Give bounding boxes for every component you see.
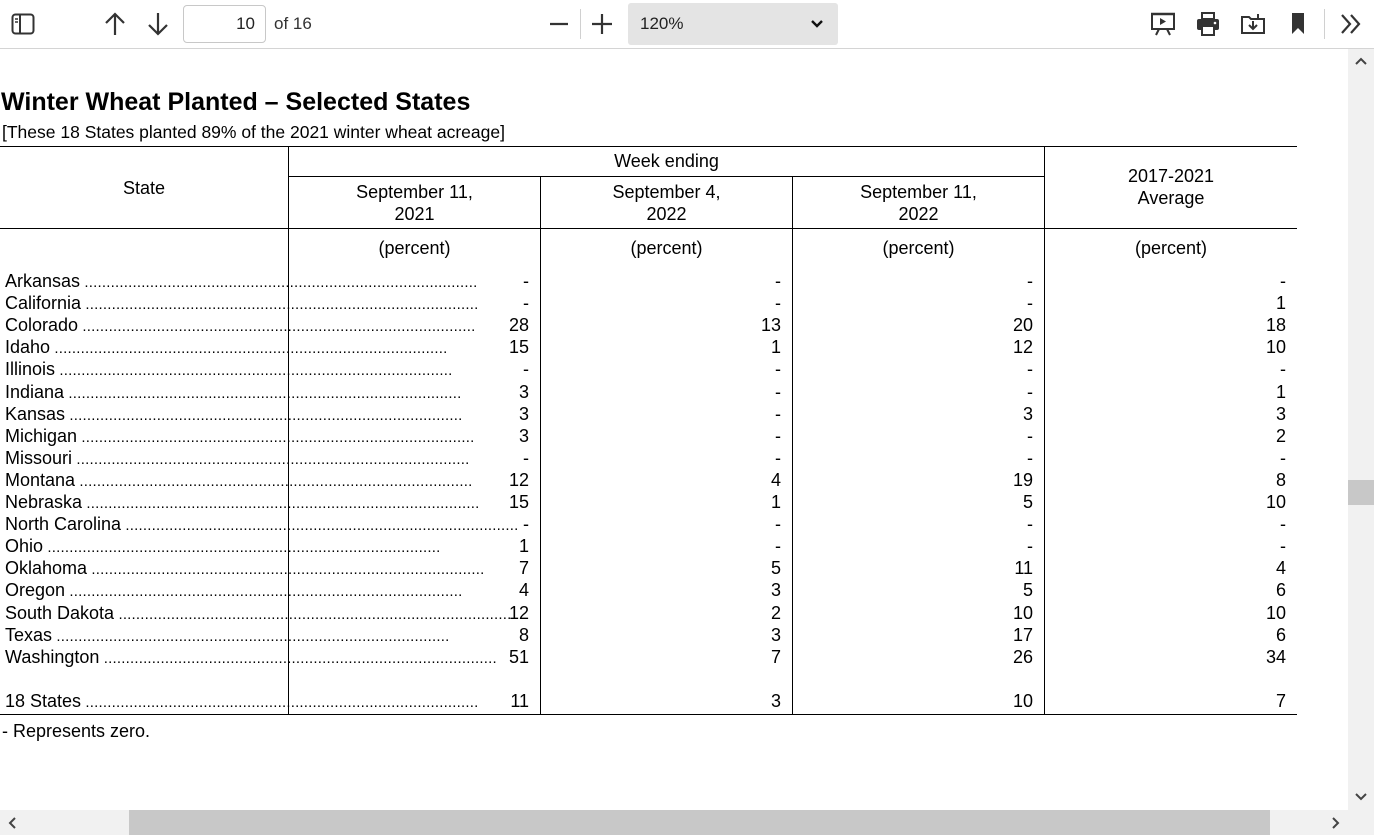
- table-cell: -: [775, 425, 781, 446]
- state-label: South Dakota: [5, 602, 115, 623]
- table-cell: -: [1280, 514, 1286, 535]
- leader-dots: ..........................................................................................: [55, 362, 453, 380]
- table-cell: 3: [518, 403, 529, 424]
- table-row: [0, 513, 1297, 535]
- state-label: Kansas: [5, 403, 66, 424]
- table-cell: 1: [770, 337, 781, 358]
- table-cell: 4: [770, 469, 781, 490]
- footnote: - Represents zero.: [2, 721, 151, 741]
- table-cell: -: [1027, 447, 1033, 468]
- state-label: Missouri: [5, 447, 73, 468]
- table-cell: -: [1027, 536, 1033, 557]
- table-cell: -: [775, 403, 781, 424]
- scroll-down-icon[interactable]: [1350, 788, 1372, 806]
- leader-dots: ..........................................................................................: [99, 649, 497, 667]
- leader-dots: ..........................................................................................: [50, 340, 448, 358]
- leader-dots: ..........................................................................................: [65, 406, 463, 424]
- state-name: [5, 403, 463, 427]
- table-row: [0, 602, 1297, 624]
- table-rule-top: [0, 146, 1297, 147]
- table-cell: -: [523, 271, 529, 291]
- state-label: Idaho: [5, 337, 51, 358]
- table-row: [0, 314, 1297, 336]
- table-cell: 6: [1275, 624, 1286, 645]
- leader-dots: ..........................................................................................: [81, 694, 479, 711]
- vertical-scrollbar[interactable]: [1348, 49, 1374, 810]
- table-cell: 4: [518, 580, 529, 601]
- state-name: [5, 602, 512, 626]
- table-row: [0, 336, 1297, 358]
- state-name: [5, 535, 441, 559]
- state-label: Oregon: [5, 580, 66, 601]
- table-cell: -: [1280, 447, 1286, 468]
- state-name: [5, 358, 453, 382]
- table-cell: 3: [770, 580, 781, 601]
- toolbar-divider: [1324, 9, 1325, 39]
- table-cell: 1: [1275, 293, 1286, 314]
- save-icon[interactable]: [1239, 11, 1267, 37]
- table-row: [0, 447, 1297, 469]
- header-2017-2021-average: 2017-2021 Average: [1127, 166, 1215, 208]
- table-cell: 5: [1022, 580, 1033, 601]
- state-label: Illinois: [5, 359, 56, 380]
- leader-dots: ..........................................................................................: [80, 274, 478, 291]
- table-row: [0, 425, 1297, 447]
- leader-dots: ..........................................................................................: [87, 561, 485, 579]
- zoom-out-icon[interactable]: [547, 12, 571, 36]
- table-row: [0, 270, 1297, 292]
- table-cell: 4: [1275, 558, 1286, 579]
- state-label: Oklahoma: [5, 558, 88, 579]
- zoom-value: 120%: [640, 14, 684, 33]
- table-cell: 11: [1014, 558, 1033, 579]
- table-cell: -: [1280, 536, 1286, 557]
- state-label: 18 States: [5, 691, 82, 711]
- table-cell: 10: [1265, 492, 1286, 512]
- table-cell: 15: [508, 337, 529, 358]
- table-cell: 1: [518, 536, 529, 557]
- state-name: [5, 381, 462, 405]
- leader-dots: ..........................................................................................: [65, 583, 463, 601]
- state-label: Nebraska: [5, 492, 83, 512]
- table-cell: 15: [508, 492, 529, 512]
- zoom-in-icon[interactable]: [590, 12, 614, 36]
- table-cell: 8: [518, 624, 529, 645]
- state-label: California: [5, 293, 82, 314]
- table-cell: 3: [770, 624, 781, 645]
- state-name: [5, 292, 479, 316]
- table-row: [0, 624, 1297, 646]
- leader-dots: ..........................................................................................: [75, 472, 473, 490]
- state-label: Colorado: [5, 315, 79, 336]
- table-cell: 6: [1275, 580, 1286, 601]
- table-row: [0, 535, 1297, 557]
- table-cell: 10: [1012, 691, 1033, 711]
- table-cell: 2: [770, 602, 781, 623]
- state-name: [5, 425, 475, 449]
- state-label: Michigan: [5, 425, 78, 446]
- table-cell: 28: [508, 315, 529, 336]
- unit-label: (percent): [882, 238, 955, 258]
- table-cell: 12: [508, 469, 529, 490]
- table-cell: 10: [1012, 602, 1033, 623]
- table-cell: -: [1280, 271, 1286, 291]
- toolbar-divider: [580, 9, 581, 39]
- more-tools-icon[interactable]: [1338, 11, 1364, 37]
- table-cell: 12: [508, 602, 529, 623]
- state-name: [5, 314, 476, 338]
- table-cell: 19: [1012, 469, 1033, 490]
- table-cell: -: [1027, 293, 1033, 314]
- table-cell: -: [1027, 381, 1033, 402]
- table-cell: 3: [1022, 403, 1033, 424]
- state-label: Arkansas: [5, 271, 81, 291]
- table-cell: 1: [1275, 381, 1286, 402]
- state-label: Ohio: [5, 536, 44, 557]
- table-row: [0, 381, 1297, 403]
- table-cell: 10: [1265, 602, 1286, 623]
- table-cell: -: [1027, 359, 1033, 380]
- table-rule-bottom: [0, 714, 1297, 715]
- table-row: [0, 358, 1297, 380]
- table-cell: 18: [1265, 315, 1286, 336]
- state-label: Washington: [5, 646, 100, 667]
- print-icon[interactable]: [1194, 11, 1222, 37]
- table-cell: -: [523, 514, 529, 535]
- table-cell: 3: [518, 425, 529, 446]
- scroll-right-icon[interactable]: [1327, 812, 1345, 834]
- table-cell: -: [523, 293, 529, 314]
- table-cell: 3: [1275, 403, 1286, 424]
- state-name: [5, 690, 479, 714]
- chevron-down-icon: [810, 17, 824, 35]
- table-cell: 13: [760, 315, 781, 336]
- unit-label: (percent): [1134, 238, 1208, 258]
- table-cell: -: [523, 359, 529, 380]
- table-row: [0, 292, 1297, 314]
- state-name: [5, 491, 480, 515]
- table-row: [0, 557, 1297, 579]
- page-subtitle: [These 18 States planted 89% of the 2021 winter wheat acreage]: [2, 122, 505, 142]
- leader-dots: ..........................................................................................: [82, 495, 480, 512]
- next-page-icon[interactable]: [145, 10, 171, 38]
- table-cell: 8: [1275, 469, 1286, 490]
- state-name: [5, 469, 473, 493]
- state-name: [5, 624, 450, 648]
- header-sep-4-2022: September 4, 2022: [612, 182, 721, 224]
- table-cell: 51: [508, 646, 529, 667]
- state-name: [5, 447, 470, 471]
- previous-page-icon[interactable]: [102, 10, 128, 38]
- sidebar-toggle-icon[interactable]: [10, 12, 36, 36]
- table-cell: 20: [1012, 315, 1033, 336]
- state-name: [5, 270, 478, 294]
- pdf-toolbar: [0, 0, 1374, 49]
- table-cell: 34: [1265, 646, 1286, 667]
- zoom-select[interactable]: [628, 3, 838, 45]
- leader-dots: ..........................................................................................: [43, 539, 441, 557]
- leader-dots: ..........................................................................................: [64, 384, 462, 402]
- table-cell: -: [1027, 425, 1033, 446]
- table-cell: 3: [518, 381, 529, 402]
- table-cell: 12: [1012, 337, 1033, 358]
- scroll-up-icon[interactable]: [1350, 52, 1372, 70]
- state-label: Montana: [5, 469, 76, 490]
- state-label: Indiana: [5, 381, 65, 402]
- table-cell: -: [775, 536, 781, 557]
- header-sep-11-2021: September 11, 2021: [356, 182, 473, 224]
- table-row: [0, 579, 1297, 601]
- header-sep-11-2022: September 11, 2022: [860, 182, 977, 224]
- presentation-mode-icon[interactable]: [1149, 11, 1177, 37]
- page-title: Winter Wheat Planted – Selected States: [1, 88, 471, 116]
- table-row: [0, 646, 1297, 668]
- state-name: [5, 336, 448, 360]
- state-name: [5, 646, 497, 670]
- bookmark-icon[interactable]: [1286, 11, 1310, 37]
- leader-dots: ..........................................................................................: [77, 428, 475, 446]
- table-cell: 3: [770, 691, 781, 711]
- table-cell: 7: [770, 646, 781, 667]
- table-cell: 7: [1275, 691, 1286, 711]
- unit-label: (percent): [630, 238, 703, 258]
- table-cell: -: [775, 381, 781, 402]
- table-cell: -: [775, 271, 781, 291]
- table-rule-header-bottom: [0, 228, 1297, 229]
- table-cell: -: [523, 447, 529, 468]
- state-name: [5, 579, 463, 603]
- state-label: Texas: [5, 624, 53, 645]
- table-row: [0, 469, 1297, 491]
- scroll-left-icon[interactable]: [3, 812, 21, 834]
- leader-dots: ..........................................................................................: [81, 296, 479, 314]
- table-cell: 5: [770, 558, 781, 579]
- table-cell: 2: [1275, 425, 1286, 446]
- leader-dots: ..........................................................................................: [78, 318, 476, 336]
- table-row: [0, 403, 1297, 425]
- table-rule-week-ending: [289, 176, 1045, 177]
- leader-dots: ..........................................................................................: [114, 605, 512, 623]
- table-cell: -: [1027, 271, 1033, 291]
- table-cell: 17: [1012, 624, 1033, 645]
- table-cell: 1: [770, 492, 781, 512]
- table-cell: -: [775, 514, 781, 535]
- table-cell: -: [1280, 359, 1286, 380]
- table-cell: -: [775, 293, 781, 314]
- header-week-ending: Week ending: [614, 151, 719, 171]
- horizontal-scrollbar-thumb[interactable]: [129, 810, 1270, 835]
- table-cell: -: [775, 359, 781, 380]
- state-name: [5, 513, 519, 537]
- table-row: [0, 690, 1297, 712]
- table-cell: 11: [510, 691, 529, 711]
- unit-label: (percent): [378, 238, 451, 258]
- table-cell: 26: [1012, 646, 1033, 667]
- table-cell: 7: [518, 558, 529, 579]
- table-cell: -: [1027, 514, 1033, 535]
- table-cell: 10: [1265, 337, 1286, 358]
- leader-dots: ..........................................................................................: [121, 517, 519, 535]
- leader-dots: ..........................................................................................: [52, 627, 450, 645]
- table-cell: -: [775, 447, 781, 468]
- state-label: North Carolina: [5, 514, 122, 535]
- state-name: [5, 557, 485, 581]
- table-cell: 5: [1022, 492, 1033, 512]
- leader-dots: ..........................................................................................: [72, 450, 470, 468]
- scrollbar-corner: [1348, 810, 1374, 835]
- table-row: [0, 491, 1297, 513]
- page-number-input[interactable]: [183, 5, 266, 43]
- vertical-scrollbar-thumb[interactable]: [1348, 480, 1374, 505]
- header-state: State: [122, 178, 166, 198]
- page-count-label: of 16: [274, 14, 312, 33]
